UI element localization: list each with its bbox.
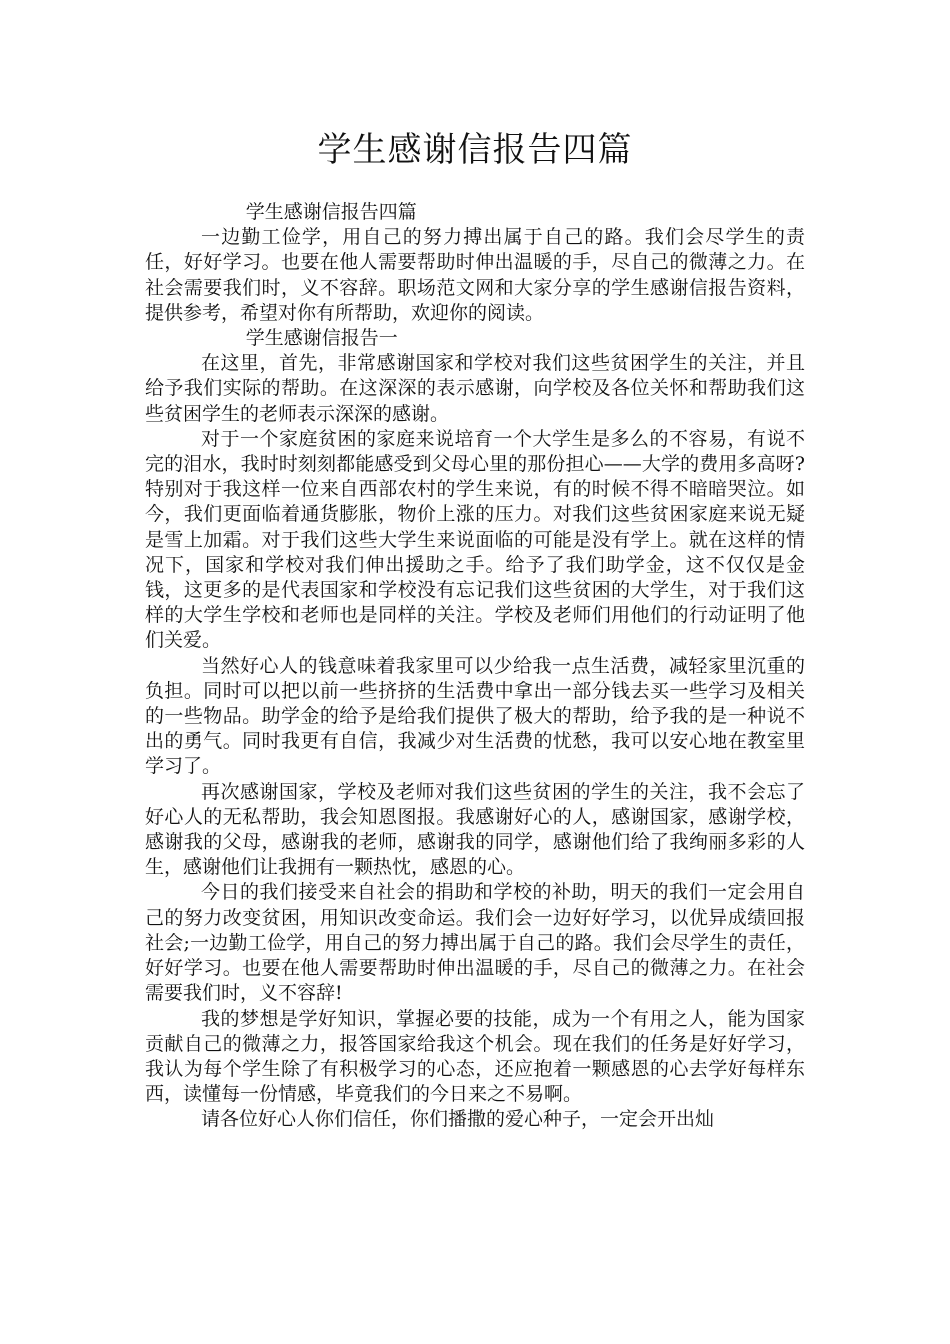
paragraph: 请各位好心人你们信任，你们播撒的爱心种子，一定会开出灿: [201, 1108, 715, 1131]
paragraph: 我的梦想是学好知识，掌握必要的技能，成为一个有用之人，能为国家贡献自己的微薄之力，报答国家给我这个机会。现在我们的任务是好好学习，我认为每个学生除了有积极学习的心态，还应抱着一颗感恩的心去学好每样东西，读懂每一份情感，毕竟我们的今日来之不易啊。: [145, 1007, 805, 1106]
paragraph: 一边勤工俭学，用自己的努力搏出属于自己的路。我们会尽学生的责任，好好学习。也要在他人需要帮助时伸出温暖的手，尽自己的微薄之力。在社会需要我们时，义不容辞。职场范文网和大家分享的学生感谢信报告资料，提供参考，希望对你有所帮助，欢迎你的阅读。: [145, 226, 805, 324]
paragraph: 再次感谢国家，学校及老师对我们这些贫困的学生的关注，我不会忘了好心人的无私帮助，我会知恩图报。我感谢好心的人，感谢国家，感谢学校，感谢我的父母，感谢我的老师，感谢我的同学，感谢他们给了我绚丽多彩的人生，感谢他们让我拥有一颗热忱，感恩的心。: [145, 780, 805, 879]
document-body: [145, 200, 805, 1133]
section-heading: 学生感谢信报告一: [245, 327, 398, 350]
paragraph: 今日的我们接受来自社会的捐助和学校的补助，明天的我们一定会用自己的努力改变贫困，用知识改变命运。我们会一边好好学习，以优异成绩回报社会;一边勤工俭学，用自己的努力搏出属于自己的路。我们会尽学生的责任，好好学习。也要在他人需要帮助时伸出温暖的手，尽自己的微薄之力。在社会需要我们时，义不容辞!: [145, 881, 805, 1005]
paragraph: 在这里，首先，非常感谢国家和学校对我们这些贫困学生的关注，并且给予我们实际的帮助。在这深深的表示感谢，向学校及各位关怀和帮助我们这些贫困学生的老师表示深深的感谢。: [145, 352, 805, 425]
paragraph: 对于一个家庭贫困的家庭来说培育一个大学生是多么的不容易，有说不完的泪水，我时时刻刻都能感受到父母心里的那份担心——大学的费用多高呀?特别对于我这样一位来自西部农村的学生来说，有的时候不得不暗暗哭泣。如今，我们更面临着通货膨胀，物价上涨的压力。对我们这些贫困家庭来说无疑是雪上加霜。对于我们这些大学生来说面临的可能是没有学上。就在这样的情况下，国家和学校对我们伸出援助之手。给予了我们助学金，这不仅仅是金钱，这更多的是代表国家和学校没有忘记我们这些贫困的大学生，对于我们这样的大学生学校和老师也是同样的关注。学校及老师们用他们的行动证明了他们关爱。: [145, 427, 805, 652]
document-title: 学生感谢信报告四篇: [317, 130, 633, 170]
intro-heading: 学生感谢信报告四篇: [245, 201, 417, 223]
paragraph: 当然好心人的钱意味着我家里可以少给我一点生活费，减轻家里沉重的负担。同时可以把以前一些挤挤的生活费中拿出一部分钱去买一些学习及相关的一些物品。助学金的给予是给我们提供了极大的帮助，给予我的是一种说不出的勇气。同时我更有自信，我减少对生活费的忧愁，我可以安心地在教室里学习了。: [145, 654, 805, 778]
